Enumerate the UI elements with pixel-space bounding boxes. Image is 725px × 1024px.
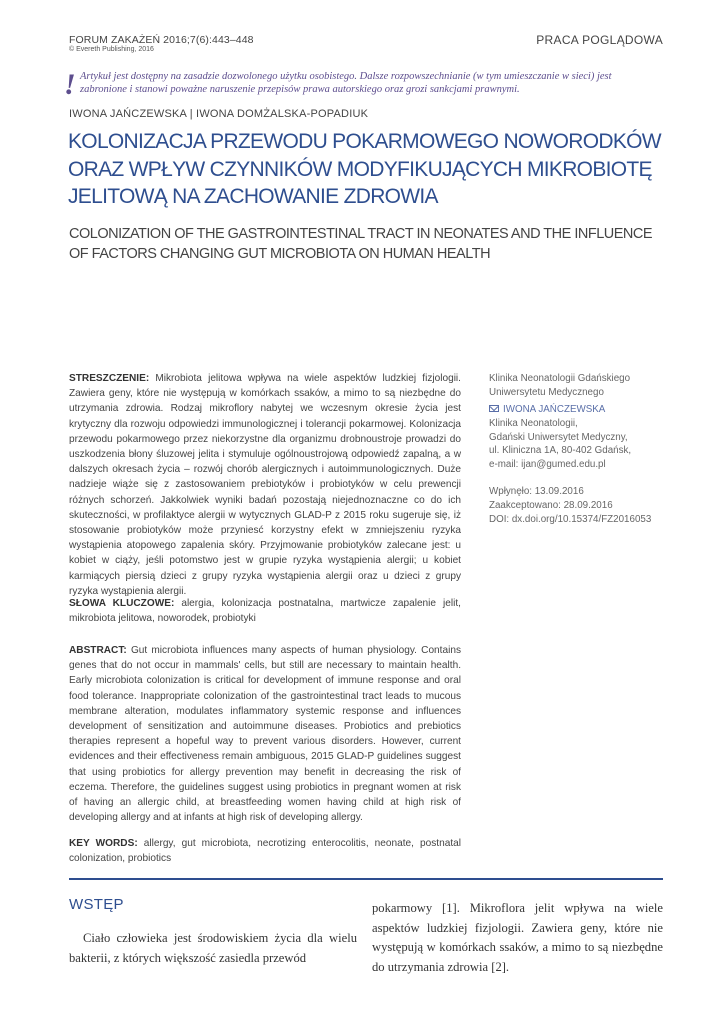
- intro-right-column: pokarmowy [1]. Mikroflora jelit wpływa na wiele aspektów ludzkiej fizjologii. Zawiera geny, które nie występują w komórkach ssaków, a mimo to są niezbędne do utrzymania zdrowia [2].: [372, 901, 663, 974]
- streszczenie-label: STRESZCZENIE:: [69, 373, 150, 384]
- abstract-text: Gut microbiota influences many aspects of human physiology. Contains genes that do not occur in mammals' cells, but still are necessary to maintain health. Early microbiota colonization is critical for development of immune response and oral food tolerance. Inappropriate colonization of the gastrointestinal tract leads to mucous membrane alteration, modulates inflammatory systemic response and influences development of sensitization and autoimmune diseases. Probiotics and prebiotics therapies represent a hopeful way to prevent various disorders. However, current evidences and their effectiveness remain ambiguous, 2015 GLAD-P guidelines suggest that using probiotics for allergy prevention may benefit in decreasing the risk of eczema. Therefore, the guidelines suggest using probiotics in pregnant women at risk of having an allergic child, at breastfeeding women having child at high risk of developing allergy and at infants at high risk of developing allergy.: [69, 645, 461, 824]
- title-english: COLONIZATION OF THE GASTROINTESTINAL TRACT IN NEONATES AND THE INFLUENCE OF FACTORS CHANGING GUT MICROBIOTA ON HUMAN HEALTH: [69, 226, 653, 262]
- correspondence: [489, 403, 664, 472]
- copyright-notice: Artykuł jest dostępny na zasadzie dozwolonego użytku osobistego. Dalsze rozpowszechnianie (w tym umieszczanie w sieci) jest zabronione i stanowi poważne naruszenie przepisów prawa autorskiego oraz grozi sankcjami prawnymi.: [80, 71, 612, 95]
- title-polish: KOLONIZACJA PRZEWODU POKARMOWEGO NOWORODKÓW ORAZ WPŁYW CZYNNIKÓW MODYFIKUJĄCYCH MIKROBIOTĘ JELITOWĄ NA ZACHOWANIE ZDROWIA: [68, 130, 661, 208]
- affiliation: [489, 372, 664, 400]
- accepted-date: Zaakceptowano: 28.09.2016: [489, 499, 613, 511]
- authors: IWONA JAŃCZEWSKA | IWONA DOMŻALSKA-POPADIUK: [69, 108, 369, 120]
- streszczenie-text: Mikrobiota jelitowa wpływa na wiele aspektów ludzkiej fizjologii. Zawiera geny, które nie występują w komórkach ssaków, a mimo to są niezbędne do utrzymania zdrowia. Rodzaj mikroflory nabytej we wczesnym okresie życia jest krytyczny dla rozwoju odpowiedzi immunologicznej i tolerancji pokarmowej. Kolonizacja przewodu pokarmowego przez niekorzystne dla organizmu drobnoustroje prowadzi do uszkodzenia błony śluzowej jelita i stymuluje ogólnoustrojową odpowiedź zapalną, a w dalszych okresach życia – rozwój chorób alergicznych i autoimmunologicznych. Duże nadzieje wiąże się z zastosowaniem prebiotyków i probiotyków w celu prewencji różnych schorzeń. Jakkolwiek wyniki badań pozostają niejednoznaczne co do ich skuteczności, w profilaktyce alergii w wytycznych GLAD-P z 2015 roku sugeruje się, iż stosowanie probiotyków może przyniesć korzystny efekt w zmniejszeniu ryzyka wystąpienia atopowego zapalenia skóry. Przyjmowanie probiotyków zalecane jest: u kobiet w ciąży, jeśli potomstwo jest w grupie ryzyka wystąpienia alergii; u kobiet karmiących piersią dzieci z grupy ryzyka wystąpienia alergii oraz u dzieci z grupy ryzyka wystąpienia alergii.: [69, 373, 461, 597]
- correspondence-line: Klinika Neonatologii,: [489, 417, 578, 429]
- key-words-label: KEY WORDS:: [69, 838, 138, 849]
- affiliation-line: Uniwersytetu Medycznego: [489, 386, 604, 398]
- affiliation-line: Klinika Neonatologii Gdańskiego: [489, 373, 631, 384]
- publisher-copyright: © Evereth Publishing, 2016: [69, 46, 154, 53]
- received-date: Wpłynęło: 13.09.2016: [489, 486, 584, 497]
- streszczenie-block: [69, 371, 461, 599]
- doi-link[interactable]: DOI: dx.doi.org/10.15374/FZ2016053: [489, 513, 652, 525]
- correspondence-email[interactable]: e-mail: ijan@gumed.edu.pl: [489, 459, 606, 471]
- envelope-icon: [489, 405, 499, 412]
- section-divider: [69, 878, 663, 880]
- exclamation-icon: !: [64, 68, 76, 101]
- key-words-text: allergy, gut microbiota, necrotizing enterocolitis, neonate, postnatal colonization, probiotics: [69, 838, 461, 865]
- slowa-kluczowe-text: alergia, kolonizacja postnatalna, martwicze zapalenie jelit, mikrobiota jelitowa, noworodek, probiotyki: [69, 598, 461, 625]
- correspondence-name: IWONA JAŃCZEWSKA: [503, 404, 606, 415]
- correspondence-line: ul. Kliniczna 1A, 80-402 Gdańsk,: [489, 445, 632, 457]
- dates: [489, 485, 664, 526]
- slowa-kluczowe-block: [69, 596, 461, 626]
- abstract-block: [69, 643, 461, 825]
- paper-type-label: PRACA POGLĄDOWA: [536, 33, 663, 47]
- intro-left-column: Ciało człowieka jest środowiskiem życia dla wielu bakterii, z których większość zasiedla przewód: [69, 931, 357, 965]
- section-heading: WSTĘP: [69, 896, 124, 913]
- abstract-label: ABSTRACT:: [69, 645, 127, 656]
- slowa-kluczowe-label: SŁOWA KLUCZOWE:: [69, 598, 175, 609]
- journal-citation: FORUM ZAKAŻEŃ 2016;7(6):443–448: [69, 34, 254, 46]
- key-words-block: [69, 836, 461, 866]
- correspondence-line: Gdański Uniwersytet Medyczny,: [489, 431, 628, 443]
